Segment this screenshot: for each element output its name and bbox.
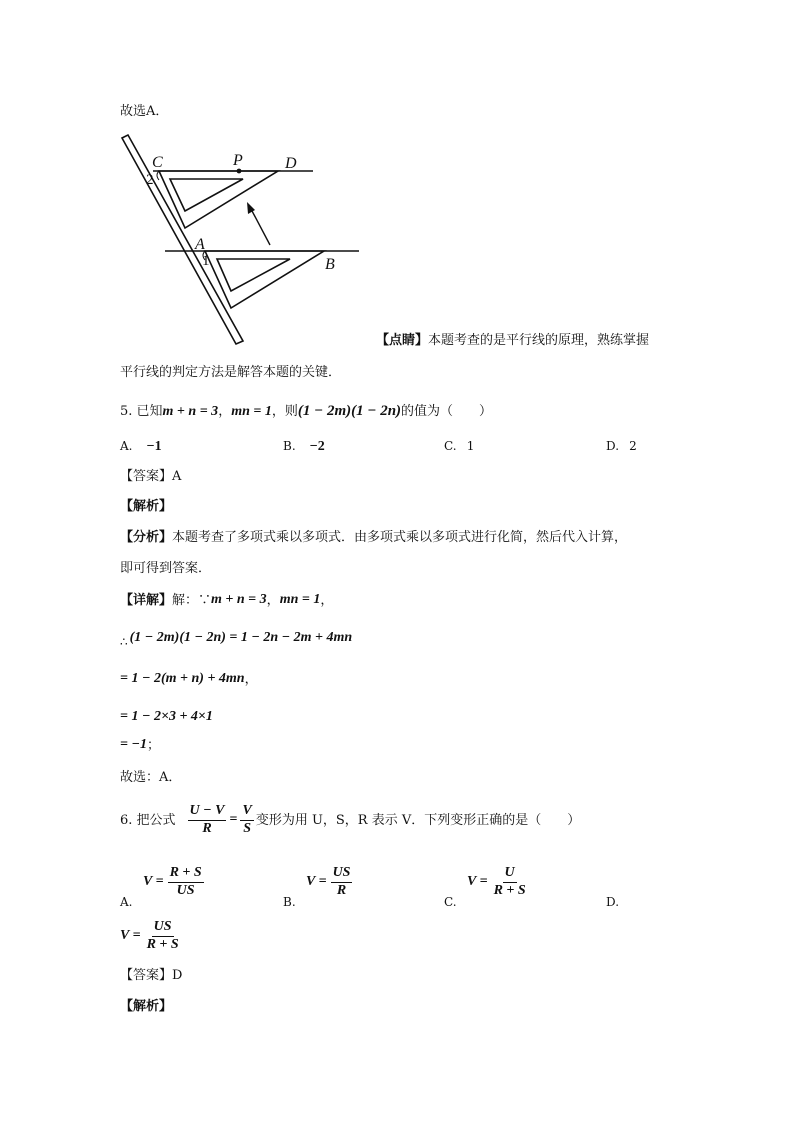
q5-expression: (1 − 2m)(1 − 2n) [297,403,402,419]
q6-option-d-label: D. [606,895,620,909]
q5-step4: = −1 ； [120,737,160,753]
point-p [237,169,242,174]
label-a: A [195,236,205,253]
q6-formula-left: $\frac{U - V}{R}$ [189,803,225,836]
parallel-lines-figure [115,133,375,358]
q5-cond2: mn = 1 [231,403,272,419]
q5-final: 故选：A． [120,770,182,785]
q6-stem: 6. 把公式 $\frac{U - V}{R}$ = $\frac{V}{S}$ 变形为用 U，S，R 表示 V．下列变形正确的是（ ） [120,803,581,836]
ruler-shape [122,135,243,344]
q5-stem: 5. 已知 m + n = 3 ， mn = 1 ，则 (1 − 2m)(1 − 2n) 的值为（ ） [120,403,493,419]
q5-step2: = 1 − 2(m + n) + 4mn ， [120,671,258,687]
q6-option-b-expr: V = $\frac{US}{R}$ [306,865,351,898]
move-arrow [251,209,270,245]
q5-analysis-head: 【解析】 [120,499,173,514]
q5-option-b: B. −2 [283,439,325,454]
q6-option-c-label: C. [444,895,457,909]
upper-triangle-inner [170,179,243,211]
lower-triangle-inner [217,259,290,291]
q5-detail-line: 【详解】 解：∵ m + n = 3 ， mn = 1 ， [120,592,334,608]
q6-option-d-expr: V = $\frac{US}{R + S}$ [120,919,179,952]
arrow-head [247,202,255,214]
q5-fenxi-line1: 【分析】本题考查了多项式乘以多项式．由多项式乘以多项式进行化简，然后代入计算， [120,530,628,545]
label-d: D [285,155,297,172]
label-p: P [233,152,243,169]
dianjing-tag: 【点睛】 [376,333,429,348]
q5-fenxi-line2: 即可得到答案． [120,561,212,576]
angle-2-arc [157,171,159,180]
q6-option-c-expr: V = $\frac{U}{R + S}$ [467,865,526,898]
q6-option-a-expr: V = $\frac{R + S}{US}$ [143,865,202,898]
label-b: B [325,256,335,273]
q5-option-c: C. 1 [444,439,475,453]
q6-option-b-label: B. [283,895,296,909]
q5-option-d: D. 2 [606,439,637,453]
q5-step3: = 1 − 2×3 + 4×1 [120,709,213,724]
q5-cond1: m + n = 3 [162,403,219,419]
q6-analysis-head: 【解析】 [120,999,173,1014]
q6-answer: 【答案】D [120,968,183,983]
label-2: 2 [146,172,154,188]
q5-option-a: A. −1 [120,439,162,454]
q5-step1: ∴ (1 − 2m)(1 − 2n) = 1 − 2n − 2m + 4mn [120,630,353,649]
label-c: C [152,154,163,171]
label-1: 1 [202,253,210,269]
q5-answer: 【答案】A [120,469,182,484]
dianjing-line1: 【点睛】本题考查的是平行线的原理，熟练掌握 [376,333,650,348]
prev-conclusion: 故选A． [120,104,169,119]
dianjing-line2: 平行线的判定方法是解答本题的关键． [120,365,342,380]
q6-formula-right: $\frac{V}{S}$ [242,803,252,836]
q6-option-a-label: A. [120,895,133,909]
